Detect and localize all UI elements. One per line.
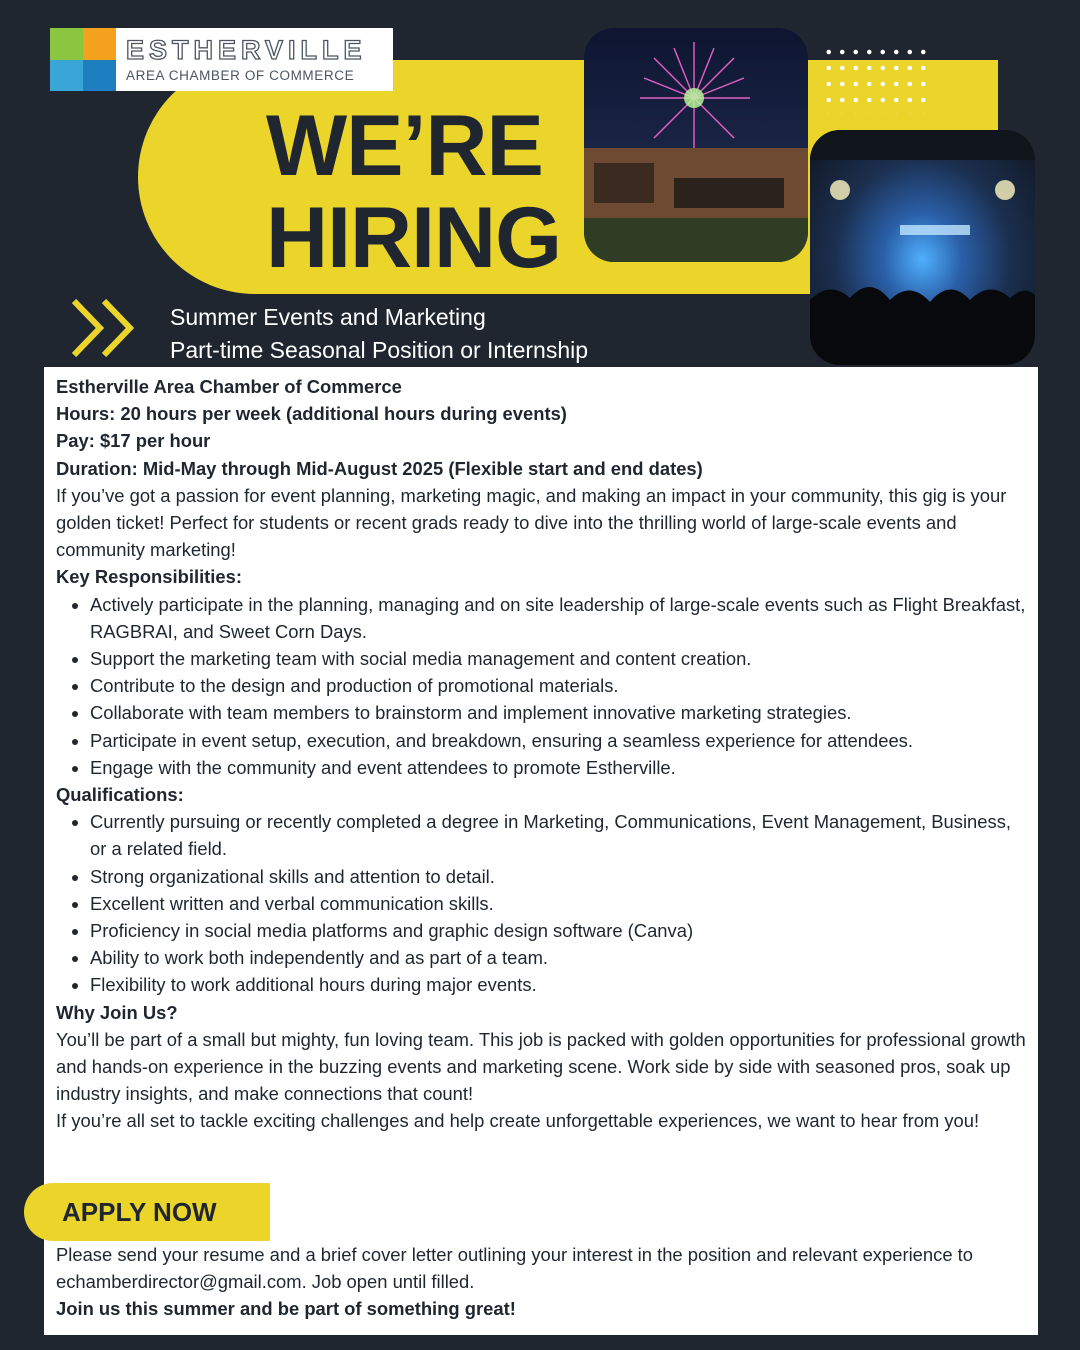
subtitle-line-2: Part-time Seasonal Position or Internship [170, 337, 589, 363]
intro-paragraph: If you’ve got a passion for event planning, marketing magic, and making an impact in your community, this gig is your golden ticket! Perfect for students or recent grads ready to dive into the thrilling world of large-scale events and community marketing! [56, 484, 1007, 561]
why-body: You’ll be part of a small but mighty, fun loving team. This job is packed with golden opportunities for professional growth and hands-on experience in the buzzing events and marketing scene. Work side by side with seasoned pros, soak up industry insights, and make connections that count! [56, 1028, 1026, 1105]
list-item: • Ability to work both independently and as part of a team. [90, 944, 1026, 971]
qualifications-heading: Qualifications: [56, 784, 184, 806]
why-heading: Why Join Us? [56, 1001, 178, 1023]
logo-name: ESTHERVILLE [126, 34, 367, 65]
logo-subtitle: AREA CHAMBER OF COMMERCE [126, 67, 355, 83]
list-item: • Flexibility to work additional hours during major events. [90, 971, 1026, 998]
chamber-logo [50, 28, 393, 91]
hours-line: Hours: 20 hours per week (additional hours during events) [56, 403, 567, 425]
qualifications-list [56, 808, 1026, 998]
closing-tagline: Join us this summer and be part of something great! [56, 1298, 516, 1320]
why-closing: If you’re all set to tackle exciting challenges and help create unforgettable experiences, we want to hear from you! [56, 1110, 980, 1132]
page-title [266, 100, 586, 284]
pay-line: Pay: $17 per hour [56, 430, 211, 452]
org-name: Estherville Area Chamber of Commerce [56, 376, 402, 397]
headline-line-2: HIRING [266, 190, 561, 286]
duration-line: Duration: Mid-May through Mid-August 2025 (Flexible start and end dates) [56, 457, 703, 479]
position-subtitle [170, 301, 588, 367]
list-item: • Collaborate with team members to brainstorm and implement innovative marketing strategies. [90, 699, 1026, 726]
list-item: • Proficiency in social media platforms and graphic design software (Canva) [90, 917, 1026, 944]
subtitle-line-1: Summer Events and Marketing [170, 304, 486, 330]
list-item: • Contribute to the design and production of promotional materials. [90, 672, 1026, 699]
list-item: • Participate in event setup, execution, and breakdown, ensuring a seamless experience for attendees. [90, 727, 1026, 754]
concert-photo [810, 130, 1035, 365]
fireworks-photo [584, 28, 808, 262]
list-item: • Excellent written and verbal communication skills. [90, 890, 1026, 917]
list-item: • Actively participate in the planning, managing and on site leadership of large-scale events such as Flight Breakfast, RAGBRAI, and Sweet Corn Days. [90, 591, 1026, 645]
list-item: • Strong organizational skills and attention to detail. [90, 863, 1026, 890]
apply-now-button[interactable]: APPLY NOW [24, 1183, 270, 1241]
headline-line-1: WE’RE [266, 98, 543, 194]
responsibilities-heading: Key Responsibilities: [56, 566, 242, 588]
logo-mark-icon [50, 28, 116, 91]
responsibilities-list [56, 591, 1026, 781]
job-details-content [56, 373, 1026, 1135]
list-item: • Currently pursuing or recently completed a degree in Marketing, Communications, Event Management, Business, or a related field. [90, 808, 1026, 862]
decorative-dots [822, 44, 926, 114]
list-item: • Engage with the community and event attendees to promote Estherville. [90, 754, 1026, 781]
apply-instructions-text: Please send your resume and a brief cover letter outlining your interest in the position and relevant experience to echamberdirector@gmail.com. Job open until filled. [56, 1244, 973, 1293]
apply-instructions [56, 1241, 1026, 1323]
list-item: • Support the marketing team with social media management and content creation. [90, 645, 1026, 672]
double-chevron-icon [70, 295, 140, 365]
